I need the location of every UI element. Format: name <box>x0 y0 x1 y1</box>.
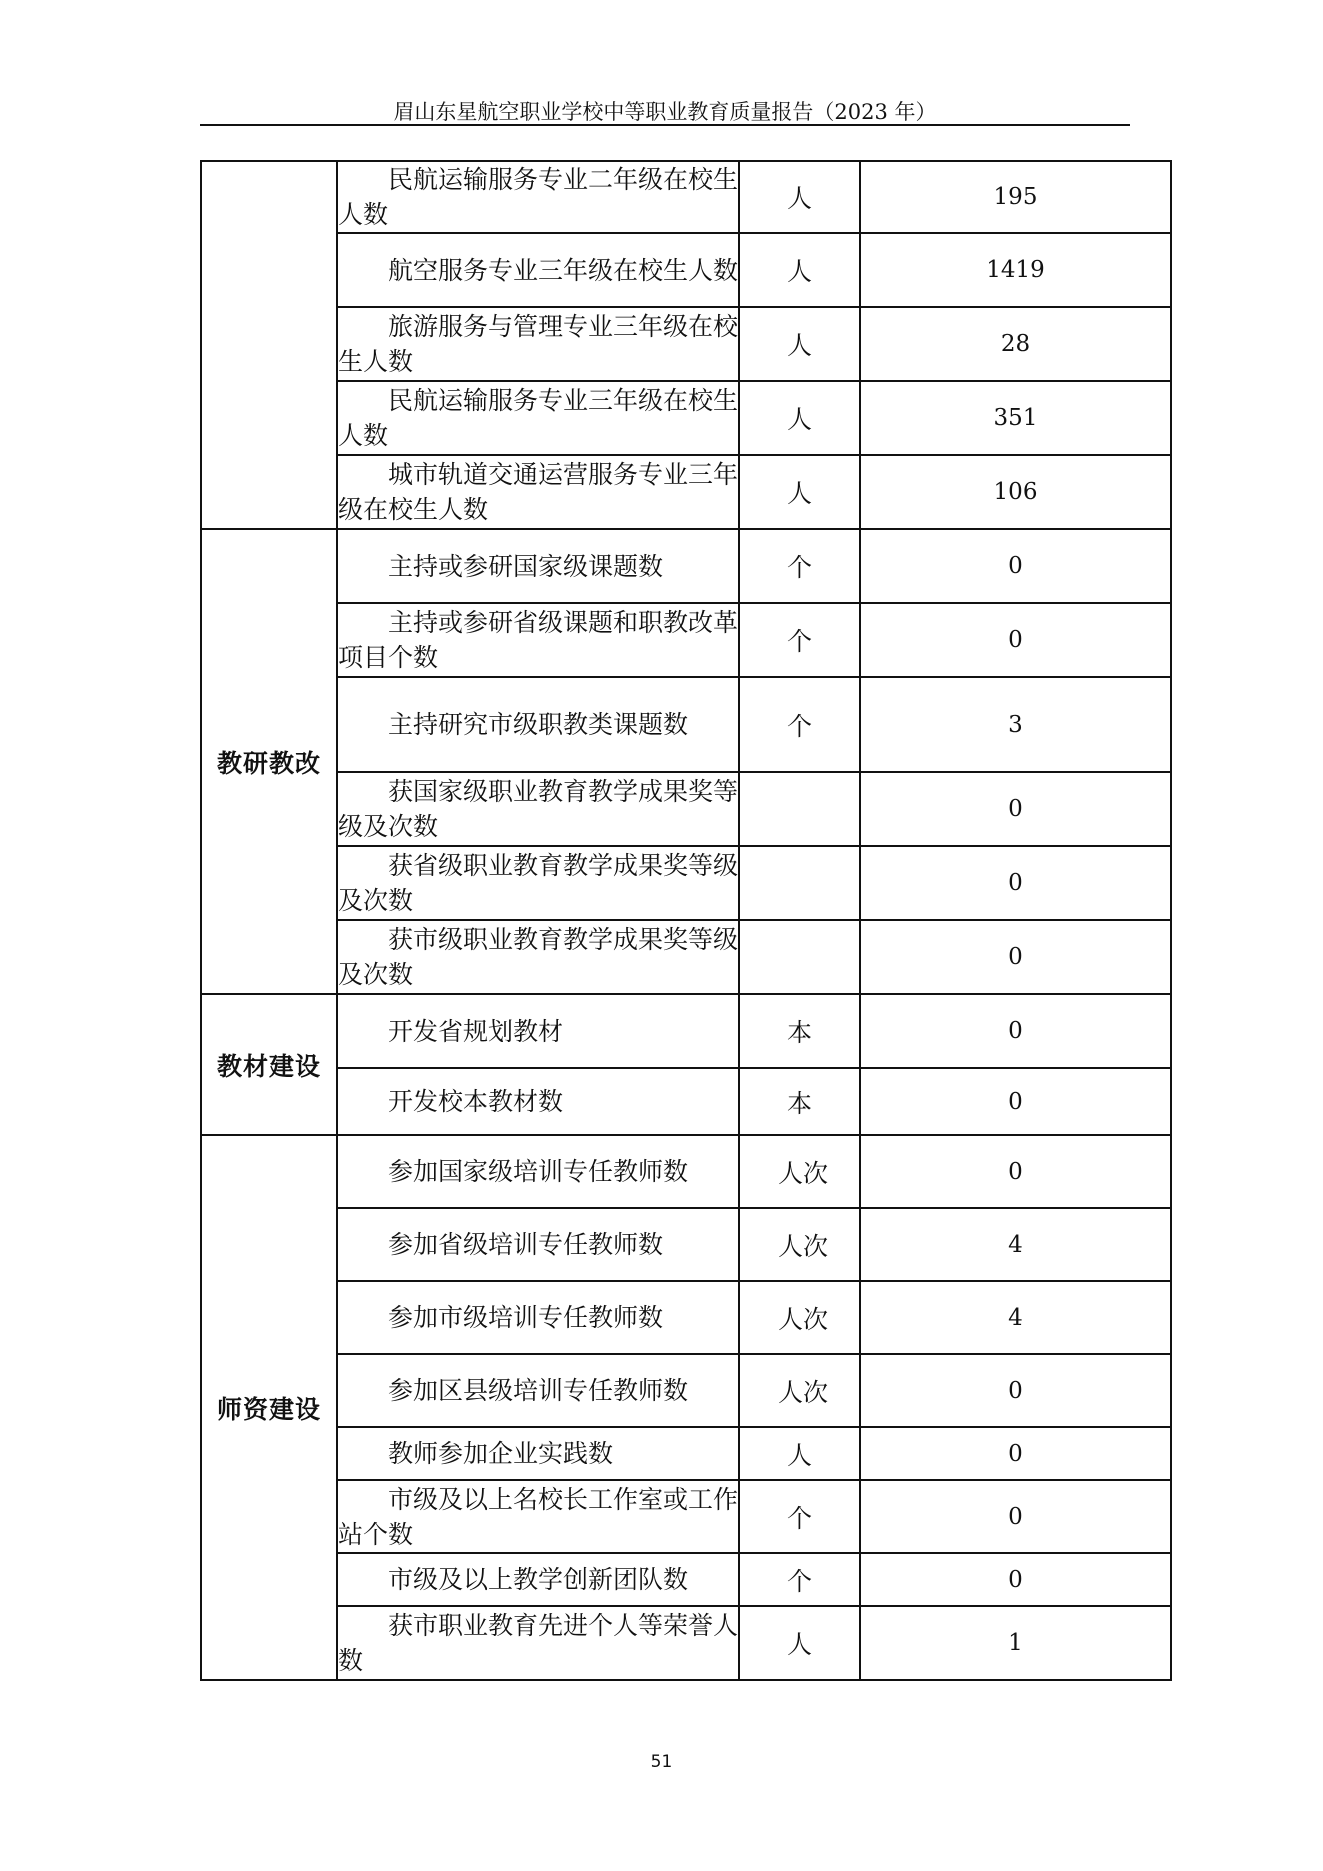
category-cell: 教研教改 <box>201 529 337 994</box>
item-cell: 获市职业教育先进个人等荣誉人数 <box>337 1606 739 1680</box>
unit-cell: 本 <box>739 994 860 1068</box>
unit-cell: 人 <box>739 1427 860 1480</box>
value-cell: 351 <box>860 381 1171 455</box>
table-row <box>201 1281 1171 1354</box>
item-cell: 参加市级培训专任教师数 <box>337 1281 739 1354</box>
item-cell: 市级及以上教学创新团队数 <box>337 1553 739 1606</box>
unit-cell: 个 <box>739 1553 860 1606</box>
unit-cell: 人 <box>739 381 860 455</box>
unit-cell: 个 <box>739 1480 860 1553</box>
unit-cell <box>739 920 860 994</box>
unit-cell: 个 <box>739 529 860 603</box>
unit-cell: 人 <box>739 233 860 307</box>
value-cell: 0 <box>860 603 1171 677</box>
table-row <box>201 1068 1171 1135</box>
category-cell: 师资建设 <box>201 1135 337 1680</box>
value-cell: 0 <box>860 1135 1171 1208</box>
table-row <box>201 455 1171 529</box>
item-cell: 获省级职业教育教学成果奖等级及次数 <box>337 846 739 920</box>
unit-cell: 人 <box>739 161 860 233</box>
value-cell: 28 <box>860 307 1171 381</box>
unit-cell: 人 <box>739 307 860 381</box>
table-row <box>201 677 1171 772</box>
value-cell: 4 <box>860 1208 1171 1281</box>
value-cell: 195 <box>860 161 1171 233</box>
table-row <box>201 1553 1171 1606</box>
value-cell: 0 <box>860 1480 1171 1553</box>
item-cell: 参加国家级培训专任教师数 <box>337 1135 739 1208</box>
table-row <box>201 161 1171 233</box>
unit-cell: 个 <box>739 603 860 677</box>
value-cell: 0 <box>860 1354 1171 1427</box>
value-cell: 0 <box>860 1427 1171 1480</box>
unit-cell: 人次 <box>739 1135 860 1208</box>
item-cell: 民航运输服务专业三年级在校生人数 <box>337 381 739 455</box>
item-cell: 获市级职业教育教学成果奖等级及次数 <box>337 920 739 994</box>
table-row <box>201 381 1171 455</box>
table-row <box>201 1480 1171 1553</box>
value-cell: 0 <box>860 1553 1171 1606</box>
value-cell: 0 <box>860 994 1171 1068</box>
table-row <box>201 307 1171 381</box>
table-row <box>201 846 1171 920</box>
table-row <box>201 994 1171 1068</box>
item-cell: 主持或参研国家级课题数 <box>337 529 739 603</box>
header-rule <box>200 124 1130 126</box>
item-cell: 教师参加企业实践数 <box>337 1427 739 1480</box>
unit-cell: 人次 <box>739 1208 860 1281</box>
item-cell: 城市轨道交通运营服务专业三年级在校生人数 <box>337 455 739 529</box>
value-cell: 106 <box>860 455 1171 529</box>
value-cell: 0 <box>860 846 1171 920</box>
unit-cell <box>739 772 860 846</box>
value-cell: 0 <box>860 529 1171 603</box>
table-row <box>201 772 1171 846</box>
item-cell: 开发省规划教材 <box>337 994 739 1068</box>
value-cell: 1 <box>860 1606 1171 1680</box>
table-row <box>201 1354 1171 1427</box>
unit-cell: 人次 <box>739 1354 860 1427</box>
table-row <box>201 233 1171 307</box>
item-cell: 参加省级培训专任教师数 <box>337 1208 739 1281</box>
table-row <box>201 1208 1171 1281</box>
unit-cell <box>739 846 860 920</box>
table-row <box>201 529 1171 603</box>
item-cell: 旅游服务与管理专业三年级在校生人数 <box>337 307 739 381</box>
unit-cell: 人次 <box>739 1281 860 1354</box>
value-cell: 3 <box>860 677 1171 772</box>
unit-cell: 人 <box>739 455 860 529</box>
table-row <box>201 1606 1171 1680</box>
value-cell: 0 <box>860 1068 1171 1135</box>
table-row <box>201 1135 1171 1208</box>
unit-cell: 人 <box>739 1606 860 1680</box>
item-cell: 获国家级职业教育教学成果奖等级及次数 <box>337 772 739 846</box>
value-cell: 0 <box>860 920 1171 994</box>
item-cell: 主持研究市级职教类课题数 <box>337 677 739 772</box>
category-cell <box>201 161 337 529</box>
item-cell: 开发校本教材数 <box>337 1068 739 1135</box>
indicator-table <box>200 160 1172 1681</box>
table-row <box>201 603 1171 677</box>
value-cell: 4 <box>860 1281 1171 1354</box>
table-row <box>201 920 1171 994</box>
item-cell: 参加区县级培训专任教师数 <box>337 1354 739 1427</box>
item-cell: 民航运输服务专业二年级在校生人数 <box>337 161 739 233</box>
item-cell: 主持或参研省级课题和职教改革项目个数 <box>337 603 739 677</box>
value-cell: 1419 <box>860 233 1171 307</box>
table-row <box>201 1427 1171 1480</box>
value-cell: 0 <box>860 772 1171 846</box>
unit-cell: 本 <box>739 1068 860 1135</box>
item-cell: 市级及以上名校长工作室或工作站个数 <box>337 1480 739 1553</box>
category-cell: 教材建设 <box>201 994 337 1135</box>
unit-cell: 个 <box>739 677 860 772</box>
item-cell: 航空服务专业三年级在校生人数 <box>337 233 739 307</box>
running-header: 眉山东星航空职业学校中等职业教育质量报告（2023 年） <box>393 100 937 124</box>
page-number: 51 <box>650 1752 673 1772</box>
